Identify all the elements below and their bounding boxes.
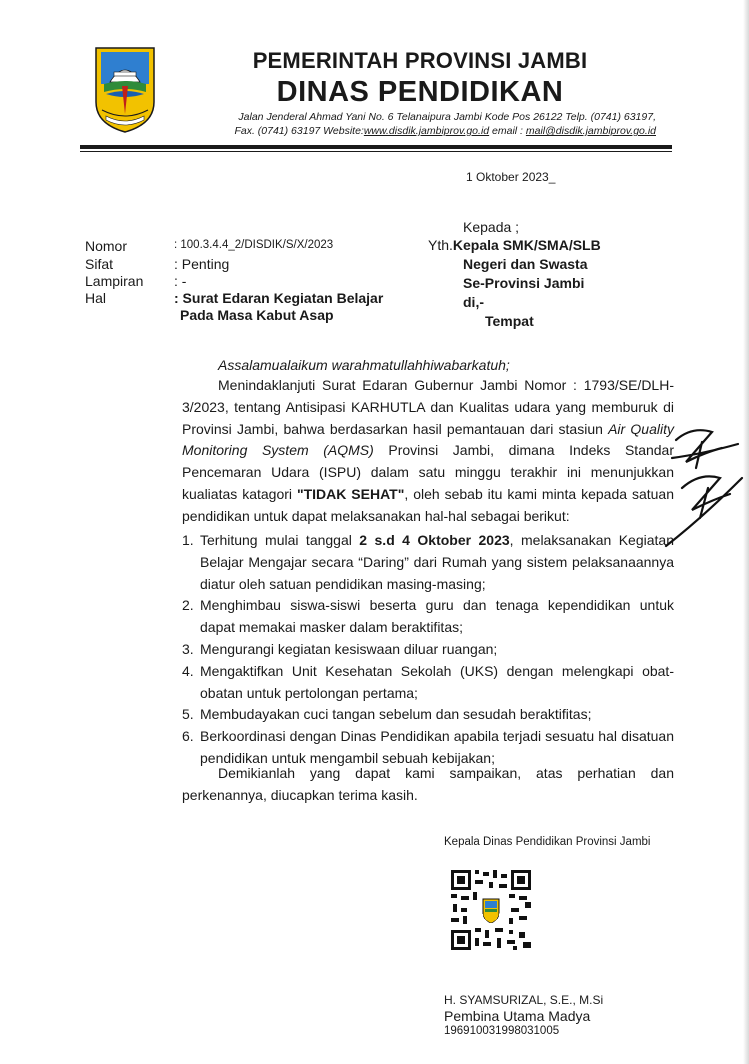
list-item-text: Mengurangi kegiatan kesiswaan diluar ruangan; — [200, 640, 498, 657]
signatory-nip: 196910031998031005 — [444, 1025, 560, 1037]
intro-text-a: Menindaklanjuti Surat Edaran Gubernur Jambi Nomor : 1793/SE/DLH-3/2023, tentang Antisipasi KARHUTLA dan Kualitas udara yang memburuk di Provinsi Jambi, bahwa berdasarkan hasil pemantauan dari stasiun — [182, 377, 674, 437]
list-item-number: 2. — [182, 597, 194, 614]
letter-date: 1 Oktober 2023_ — [466, 170, 556, 184]
list-item — [182, 704, 674, 726]
jambi-emblem-icon — [92, 44, 158, 134]
recipient-block — [428, 236, 601, 331]
list-item-text: Menghimbau siswa-siswi beserta guru dan tenaga kependidikan untuk dapat memakai masker dalam beraktifitas; — [200, 597, 674, 636]
list-item — [182, 530, 674, 595]
email-link[interactable]: mail@disdik.jambiprov.go.id — [525, 125, 656, 137]
nomor-label: Nomor — [85, 238, 128, 254]
header-address — [196, 110, 656, 138]
list-item-text: Mengaktifkan Unit Kesehatan Sekolah (UKS) dengan melengkapi obat-obatan untuk pertolongan pertama; — [200, 662, 674, 701]
intro-text-c: , oleh sebab itu kami minta kepada satuan pendidikan untuk dapat melaksanakan hal-hal sebagai berikut: — [182, 485, 674, 524]
header-agency: DINAS PENDIDIKAN — [276, 76, 564, 108]
recipient-line-3: Se-Provinsi Jambi — [463, 275, 585, 291]
paraf-signature-icon — [662, 418, 748, 548]
recipient-name: Kepala SMK/SMA/SLB — [452, 237, 601, 253]
address-line-2 — [196, 124, 656, 138]
list-item-number: 6. — [182, 728, 194, 745]
sifat-label: Sifat — [85, 256, 114, 272]
list-item-number: 3. — [182, 640, 194, 657]
signature-title: Kepala Dinas Pendidikan Provinsi Jambi — [444, 836, 651, 848]
list-item — [182, 595, 674, 639]
qr-code-icon — [449, 868, 533, 952]
list-item-number: 5. — [182, 706, 194, 723]
list-item-text: Berkoordinasi dengan Dinas Pendidikan apabila terjadi sesuatu hal disatuan pendidikan untuk mengambil sebuah kebijakan; — [200, 728, 674, 766]
nomor-value: : 100.3.4.4_2/DISDIK/S/X/2023 — [174, 239, 334, 251]
list-item — [182, 661, 674, 705]
list-item-number: 4. — [182, 662, 194, 679]
recipient-line-5: Tempat — [485, 313, 534, 329]
recipient-kepada: Kepada ; — [463, 219, 520, 235]
fax-text: Fax. (0741) 63197 Website: — [234, 125, 364, 137]
recipient-line-4: di,- — [463, 294, 484, 310]
sifat-value: : Penting — [174, 256, 230, 272]
hal-label: Hal — [85, 290, 107, 306]
recipient-line-2: Negeri dan Swasta — [463, 256, 588, 272]
list-item-text: Membudayakan cuci tangan sebelum dan sesudah beraktifitas; — [200, 706, 592, 723]
intro-paragraph — [182, 375, 674, 528]
lampiran-value: : - — [174, 273, 187, 289]
intro-text-b: Provinsi Jambi, dimana Indeks Standar Pencemaran Udara (ISPU) dalam satu minggu terakhir ini menunjukkan kualiatas katagori — [182, 442, 674, 502]
recipient-line-1 — [428, 236, 601, 255]
intro-text-bold: "TIDAK SEHAT" — [296, 485, 405, 502]
address-line-1: Jalan Jenderal Ahmad Yani No. 6 Telanaipura Jambi Kode Pos 26122 Telp. (0741) 63197, — [238, 111, 656, 123]
header-rule-thick — [80, 145, 672, 149]
closing-paragraph: Demikianlah yang dapat kami sampaikan, atas perhatian dan perkenannya, diucapkan terima kasih. — [182, 765, 674, 803]
hal-value-2: Pada Masa Kabut Asap — [180, 307, 334, 323]
signatory-name: H. SYAMSURIZAL, S.E., M.Si — [444, 993, 604, 1007]
intro-text-italic: Air Quality Monitoring System (AQMS) — [182, 420, 674, 459]
list-item-text — [200, 530, 674, 595]
list-item-text-pre: Terhitung mulai tanggal — [200, 532, 360, 548]
header-government: PEMERINTAH PROVINSI JAMBI — [252, 48, 588, 73]
email-label: email : — [489, 125, 526, 137]
list-item-text-post: , melaksanakan Kegiatan Belajar Mengajar secara “Daring” dari Rumah yang sistem pelaksanaannya diatur oleh satuan pendidikan masing-masing; — [200, 532, 674, 592]
salutation: Assalamualaikum warahmatullahhiwabarkatuh; — [218, 357, 510, 373]
recipient-yth: Yth. — [428, 237, 453, 253]
lampiran-label: Lampiran — [85, 273, 144, 289]
website-link[interactable]: www.disdik.jambiprov.go.id — [363, 125, 490, 137]
hal-value-1: : Surat Edaran Kegiatan Belajar — [174, 290, 384, 306]
signatory-rank: Pembina Utama Madya — [444, 1008, 591, 1024]
list-item — [182, 639, 674, 661]
list-item-text-bold: 2 s.d 4 Oktober 2023 — [359, 532, 510, 548]
list-item-number: 1. — [182, 532, 194, 548]
instruction-list — [182, 530, 674, 770]
header-rule-thin — [80, 151, 672, 152]
